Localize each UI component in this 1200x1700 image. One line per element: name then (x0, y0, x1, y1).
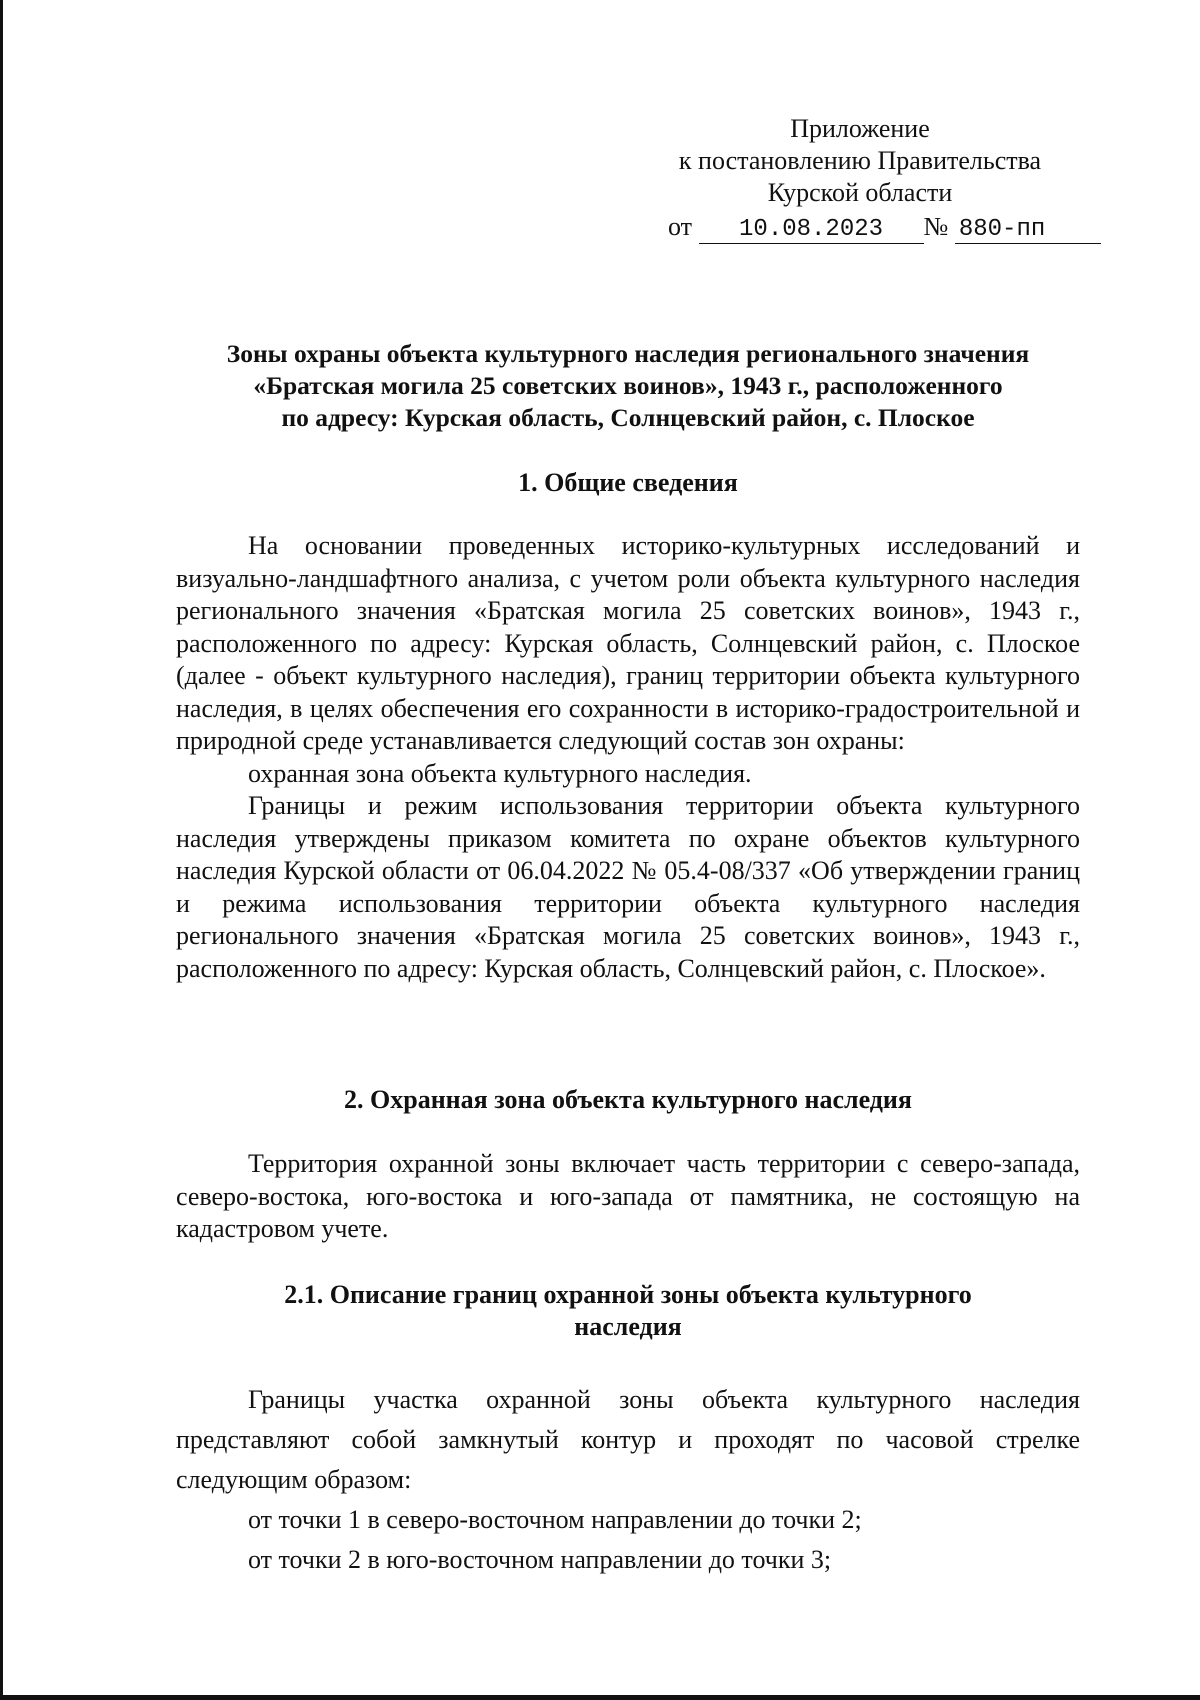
appendix-title: Приложение (790, 114, 930, 143)
section-2-1-heading-line-2: наследия (574, 1312, 682, 1341)
resolution-number: 880-пп (955, 217, 1101, 244)
section-1-body (176, 530, 1080, 985)
section-2-paragraph-1: Территория охранной зоны включает часть территории с северо-запада, северо-востока, юго-востока и юго-запада от памятника, не состоящую на кадастровом учете. (176, 1149, 1080, 1243)
section-2-1-paragraph-1: Границы участка охранной зоны объекта культурного наследия представляют собой замкнутый контур и проходят по часовой стрелке следующим образом: (176, 1385, 1080, 1494)
section-1-paragraph-3: Границы и режим использования территории объекта культурного наследия утверждены приказом комитета по охране объектов культурного наследия Курской области от 06.04.2022 № 05.4-08/337 «Об утверждении границ и режима использования территории объекта культурного наследия регионального значения «Братская могила 25 советских воинов», 1943 г., расположенного по адресу: Курская область, Солнцевский район, с. Плоское». (176, 791, 1080, 983)
resolution-date: 10.08.2023 (699, 217, 924, 244)
section-1-paragraph-2: охранная зона объекта культурного наследия. (248, 758, 752, 788)
section-2-body (176, 1148, 1080, 1246)
section-1-paragraph-1: На основании проведенных историко-культурных исследований и визуально-ландшафтного анализа, с учетом роли объекта культурного наследия регионального значения «Братская могила 25 советских воинов», 1943 г., расположенного по адресу: Курская область, Солнцевский район, с. Плоское (далее - объект культурного наследия), границ территории объекта культурного наследия, в целях обеспечения его сохранности в историко-градостроительной и природной среде устанавливается следующий состав зон охраны: (176, 531, 1080, 755)
section-2-1-heading (176, 1279, 1080, 1343)
appendix-region: Курской области (767, 178, 953, 207)
boundary-item-2: от точки 2 в юго-восточном направлении до точки 3; (248, 1545, 832, 1574)
title-line-2: «Братская могила 25 советских воинов», 1943 г., расположенного (253, 371, 1003, 400)
title-line-3: по адресу: Курская область, Солнцевский район, с. Плоское (281, 403, 975, 432)
section-1-heading: 1. Общие сведения (518, 468, 738, 497)
section-2-1-heading-line-1: 2.1. Описание границ охранной зоны объекта культурного (284, 1280, 972, 1309)
from-label: от (668, 212, 693, 241)
appendix-date-line (640, 211, 1080, 244)
scan-edge-left (0, 0, 3, 1700)
appendix-resolution: к постановлению Правительства (678, 146, 1042, 175)
boundary-item-1: от точки 1 в северо-восточном направлении до точки 2; (248, 1505, 862, 1534)
scan-edge-bottom (0, 1695, 1200, 1700)
section-2-1-body (176, 1380, 1080, 1580)
title-line-1: Зоны охраны объекта культурного наследия регионального значения (226, 339, 1030, 368)
appendix-header (640, 113, 1080, 244)
number-label: № (923, 212, 949, 241)
section-2-heading: 2. Охранная зона объекта культурного наследия (344, 1085, 912, 1114)
document-title (176, 338, 1080, 434)
